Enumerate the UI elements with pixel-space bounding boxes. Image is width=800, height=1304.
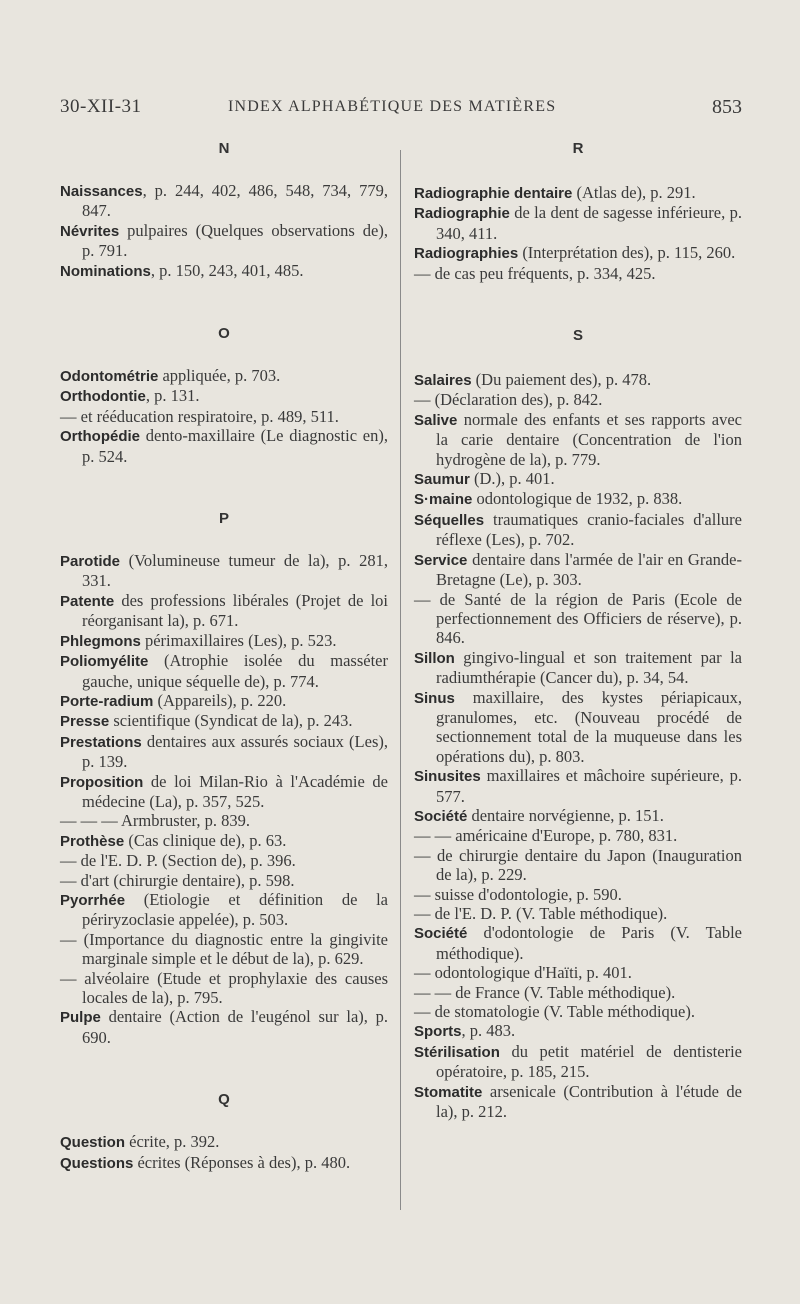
entry-text: — — américaine d'Europe, p. 780, 831. bbox=[414, 826, 678, 846]
entry-keyword: Radiographies bbox=[414, 245, 519, 263]
entry-text: (Atrophie isolée du masséter gauche, unique séquelle de), p. 774. bbox=[82, 651, 388, 691]
entry-keyword: Odontométrie bbox=[60, 368, 159, 386]
entry-text: — odontologique d'Haïti, p. 401. bbox=[414, 963, 632, 983]
entry-text: (Volumineuse tumeur de la), p. 281, 331. bbox=[82, 551, 388, 591]
index-entry bbox=[414, 410, 742, 469]
entry-keyword: Presse bbox=[60, 713, 110, 731]
entry-text: périmaxillaires (Les), p. 523. bbox=[140, 630, 337, 650]
index-entry bbox=[60, 969, 388, 1008]
entry-text: pulpaires (Quelques observations de), p. 791. bbox=[82, 220, 388, 261]
entry-text: — de l'E. D. P. (V. Table méthodique). bbox=[414, 904, 668, 923]
entry-keyword: Stérilisation bbox=[414, 1043, 500, 1061]
column-divider bbox=[400, 150, 401, 1210]
index-entry bbox=[414, 983, 742, 1002]
entry-text: d'odontologie de Paris (V. Table méthodique). bbox=[436, 923, 742, 963]
index-entry bbox=[414, 264, 742, 283]
entry-keyword: Sinusites bbox=[414, 768, 481, 786]
entry-keyword: Salaires bbox=[414, 372, 472, 390]
section-spacer bbox=[60, 466, 388, 510]
entry-text: arsenicale (Contribution à l'étude de la), p. 212. bbox=[436, 1081, 742, 1122]
entry-text: normale des enfants et ses rapports avec la carie dentaire (Concentration de l'ion hydrogène de la), p. 779. bbox=[436, 409, 742, 469]
index-entry bbox=[414, 1082, 742, 1122]
entry-keyword: Radiographie bbox=[414, 205, 510, 223]
index-entry bbox=[60, 426, 388, 466]
index-entry bbox=[414, 510, 742, 550]
entry-keyword: Société bbox=[414, 807, 468, 825]
index-entry bbox=[60, 386, 388, 406]
entry-keyword: Radiographie dentaire bbox=[414, 185, 573, 202]
entry-keyword: Société bbox=[414, 925, 468, 943]
entry-text: — de stomatologie (V. Table méthodique). bbox=[414, 1002, 695, 1022]
entry-keyword: Stomatite bbox=[414, 1083, 483, 1101]
index-entry bbox=[60, 851, 388, 870]
index-entry bbox=[414, 826, 742, 845]
entry-text: — de chirurgie dentaire du Japon (Inauguration de la), p. 229. bbox=[414, 845, 742, 885]
section-letter: Q bbox=[218, 1091, 230, 1109]
index-entry bbox=[60, 890, 388, 930]
entry-text: (Du paiement des), p. 478. bbox=[471, 370, 652, 390]
entry-text: , p. 150, 243, 401, 485. bbox=[150, 260, 304, 280]
entry-text: , p. 483. bbox=[461, 1021, 516, 1041]
index-entry bbox=[60, 1153, 388, 1173]
index-entry bbox=[60, 871, 388, 890]
entry-keyword: Orthopédie bbox=[60, 428, 141, 446]
index-entry bbox=[60, 772, 388, 812]
index-entry bbox=[414, 1021, 742, 1041]
entry-keyword: Saumur bbox=[414, 471, 470, 489]
index-entry bbox=[414, 390, 742, 409]
index-entry bbox=[414, 489, 742, 509]
index-entry bbox=[414, 469, 742, 489]
index-entry bbox=[414, 846, 742, 885]
entry-keyword: Nominations bbox=[60, 262, 151, 280]
section-letter: S bbox=[572, 327, 583, 345]
entry-keyword: Sinus bbox=[414, 689, 455, 707]
entry-keyword: Orthodontie bbox=[60, 388, 146, 406]
entry-keyword: Question bbox=[60, 1134, 126, 1152]
index-entry bbox=[60, 811, 388, 830]
entry-text: (Cas clinique de), p. 63. bbox=[124, 830, 287, 850]
entry-text: — — de France (V. Table méthodique). bbox=[414, 982, 676, 1002]
index-entry bbox=[414, 1002, 742, 1021]
index-entry bbox=[60, 591, 388, 631]
index-entry bbox=[60, 366, 388, 386]
index-entry bbox=[414, 590, 742, 648]
index-entry bbox=[414, 885, 742, 904]
index-entry bbox=[60, 1007, 388, 1047]
index-entry bbox=[414, 904, 742, 923]
section-letter: P bbox=[218, 510, 229, 528]
index-entry bbox=[60, 1132, 388, 1152]
index-entry bbox=[414, 766, 742, 806]
index-entry bbox=[414, 688, 742, 767]
entry-text: dentaire dans l'armée de l'air en Grande-Bretagne (Le), p. 303. bbox=[436, 549, 742, 590]
entry-text: scientifique (Syndicat de la), p. 243. bbox=[109, 711, 353, 731]
page-number: 853 bbox=[712, 96, 742, 118]
entry-keyword: Poliomyélite bbox=[60, 653, 149, 671]
index-entry bbox=[60, 691, 388, 711]
header-title: INDEX ALPHABÉTIQUE DES MATIÈRES bbox=[228, 98, 557, 115]
index-entry bbox=[60, 261, 388, 281]
entry-keyword: Sillon bbox=[414, 649, 455, 667]
entry-text: appliquée, p. 703. bbox=[158, 366, 281, 386]
index-entry bbox=[60, 631, 388, 651]
section-spacer bbox=[414, 283, 742, 327]
index-entry bbox=[60, 407, 388, 426]
entry-text: — alvéolaire (Etude et prophylaxie des causes locales de la), p. 795. bbox=[60, 968, 388, 1007]
entry-text: écrites (Réponses à des), p. 480. bbox=[133, 1152, 351, 1172]
index-entry bbox=[414, 243, 742, 263]
entry-text: traumatiques cranio-faciales d'allure réflexe (Les), p. 702. bbox=[436, 509, 742, 550]
entry-text: (Appareils), p. 220. bbox=[153, 690, 287, 710]
section-spacer bbox=[60, 1047, 388, 1091]
entry-keyword: Salive bbox=[414, 411, 458, 429]
header-date: 30-XII-31 bbox=[60, 96, 142, 117]
entry-keyword: Patente bbox=[60, 592, 115, 610]
entry-keyword: Questions bbox=[60, 1154, 134, 1172]
entry-keyword: Prothèse bbox=[60, 832, 125, 850]
index-entry bbox=[60, 711, 388, 731]
index-entry bbox=[414, 806, 742, 826]
entry-text: (Etiologie et définition de la périryzoclasie appelée), p. 503. bbox=[82, 889, 388, 930]
entry-text: dentaire (Action de l'eugénol sur la), p. 690. bbox=[82, 1007, 388, 1047]
running-header bbox=[60, 96, 742, 126]
entry-text: (Interprétation des), p. 115, 260. bbox=[518, 243, 736, 263]
entry-text: odontologique de 1932, p. 838. bbox=[472, 489, 683, 509]
index-column-right bbox=[414, 140, 742, 1121]
entry-keyword: Séquelles bbox=[414, 511, 485, 529]
entry-text: — de cas peu fréquents, p. 334, 425. bbox=[414, 263, 656, 283]
index-entry bbox=[414, 183, 742, 203]
entry-keyword: Proposition bbox=[60, 773, 144, 791]
index-entry bbox=[414, 370, 742, 390]
index-entry bbox=[60, 831, 388, 851]
entry-text: des professions libérales (Projet de loi réorganisant la), p. 671. bbox=[82, 590, 388, 631]
entry-text: maxillaires et mâchoire supérieure, p. 577. bbox=[436, 766, 742, 806]
entry-keyword: Parotide bbox=[60, 553, 121, 571]
entry-text: (D.), p. 401. bbox=[469, 469, 555, 489]
entry-text: maxillaire, des kystes périapicaux, granulomes, etc. (Nouveau procédé de sectionnement total de la muqueuse dans les opérations du), p. 803. bbox=[436, 687, 742, 766]
index-entry bbox=[60, 651, 388, 691]
index-entry bbox=[414, 923, 742, 963]
index-entry bbox=[414, 963, 742, 982]
index-entry bbox=[60, 181, 388, 221]
entry-keyword: Pulpe bbox=[60, 1009, 101, 1027]
entry-text: — de Santé de la région de Paris (Ecole de perfectionnement des Officiers de réserve), p. 846. bbox=[414, 589, 742, 648]
entry-text: du petit matériel de dentisterie opératoire, p. 185, 215. bbox=[436, 1041, 742, 1082]
index-entry bbox=[414, 550, 742, 590]
section-letter: N bbox=[218, 140, 230, 157]
entry-text: gingivo-lingual et son traitement par la radiumthérapie (Cancer du), p. 34, 54. bbox=[436, 647, 742, 688]
entry-text: (Atlas de), p. 291. bbox=[572, 183, 696, 202]
index-entry bbox=[60, 551, 388, 591]
entry-keyword: Porte-radium bbox=[60, 692, 154, 710]
entry-keyword: S·maine bbox=[414, 491, 473, 509]
entry-text: de loi Milan-Rio à l'Académie de médecine (La), p. 357, 525. bbox=[82, 771, 388, 811]
section-spacer bbox=[60, 281, 388, 325]
section-letter: R bbox=[572, 140, 584, 157]
entry-text: — de l'E. D. P. (Section de), p. 396. bbox=[60, 851, 296, 871]
index-entry bbox=[60, 732, 388, 772]
index-entry bbox=[414, 1042, 742, 1082]
entry-text: dentaires aux assurés sociaux (Les), p. 139. bbox=[82, 731, 388, 772]
entry-text: — d'art (chirurgie dentaire), p. 598. bbox=[60, 870, 295, 890]
entry-text: de la dent de sagesse inférieure, p. 340, 411. bbox=[436, 203, 742, 243]
entry-text: — (Importance du diagnostic entre la gingivite marginale simple et le début de la), p. 629. bbox=[60, 929, 388, 969]
entry-text: — (Déclaration des), p. 842. bbox=[414, 390, 603, 410]
entry-text: écrite, p. 392. bbox=[125, 1132, 220, 1152]
index-entry bbox=[414, 203, 742, 243]
entry-keyword: Sports bbox=[414, 1023, 462, 1041]
entry-keyword: Service bbox=[414, 551, 468, 569]
section-letter: O bbox=[218, 325, 230, 343]
index-column-left bbox=[60, 140, 388, 1173]
entry-keyword: Névrites bbox=[60, 222, 120, 240]
index-entry bbox=[60, 221, 388, 261]
index-entry bbox=[414, 648, 742, 688]
entry-text: — — — Armbruster, p. 839. bbox=[60, 811, 250, 831]
entry-text: dento-maxillaire (Le diagnostic en), p. 524. bbox=[82, 426, 388, 466]
entry-keyword: Phlegmons bbox=[60, 632, 141, 650]
entry-keyword: Naissances bbox=[60, 183, 143, 200]
entry-text: , p. 131. bbox=[145, 386, 200, 406]
entry-keyword: Prestations bbox=[60, 733, 142, 751]
entry-text: — suisse d'odontologie, p. 590. bbox=[414, 884, 622, 904]
entry-text: dentaire norvégienne, p. 151. bbox=[467, 805, 664, 825]
entry-text: — et rééducation respiratoire, p. 489, 511. bbox=[60, 406, 339, 426]
entry-text: , p. 244, 402, 486, 548, 734, 779, 847. bbox=[82, 181, 388, 221]
index-entry bbox=[60, 930, 388, 969]
entry-keyword: Pyorrhée bbox=[60, 891, 126, 909]
